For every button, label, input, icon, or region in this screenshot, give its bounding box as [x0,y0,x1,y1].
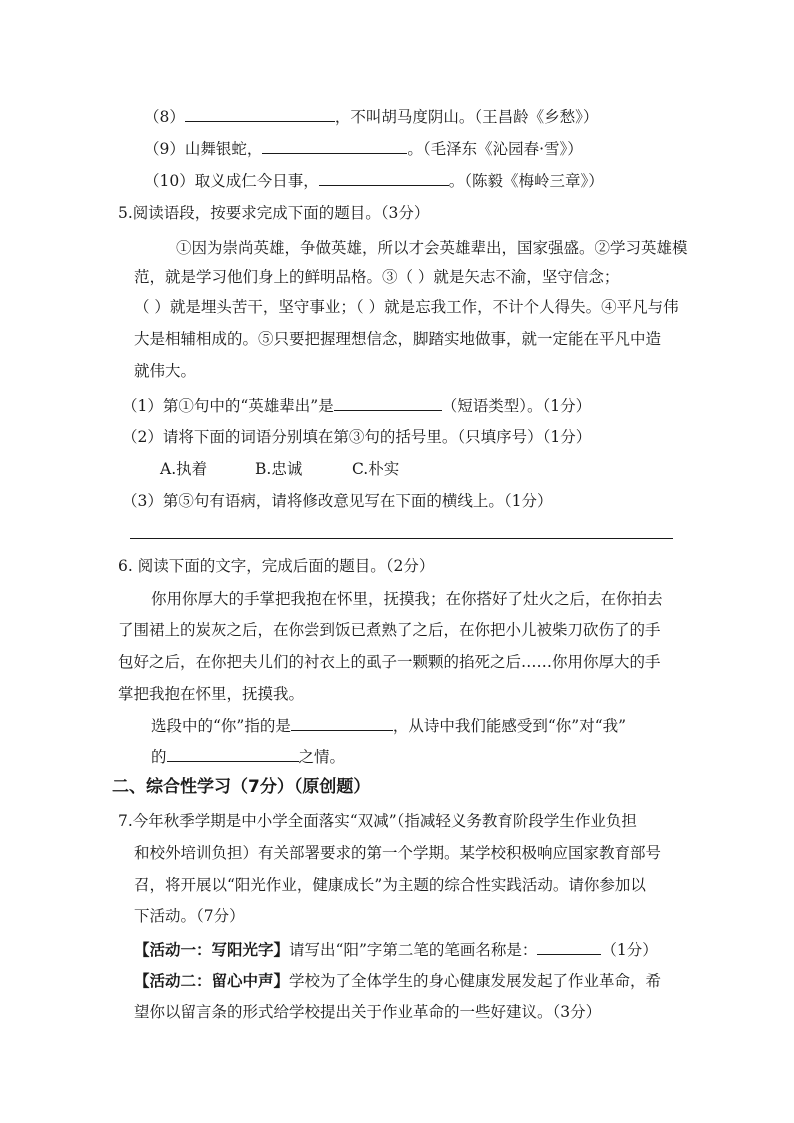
answer-blank[interactable] [537,939,601,955]
activity-2-cont: 望你以留言条的形式给学校提出关于作业革命的一些好建议。（3分） [134,1003,602,1021]
option-b: B.忠诚 [255,460,303,478]
answer-blank[interactable] [319,170,449,186]
answer-blank[interactable] [185,106,335,122]
q5-title: 5.阅读语段，按要求完成下面的题目。（3分） [118,204,430,222]
q5-options [160,459,399,479]
activity-1: 【活动一：写阳光字】请写出“阳”字第二笔的笔画名称是： （1分） [134,941,658,959]
q5-passage-line: 大是相辅相成的。⑤只要把握理想信念，脚踏实地做事，就一定能在平凡中造 [134,330,662,348]
option-a: A.执着 [160,460,208,478]
q4-item9: （9）山舞银蛇， 。（毛泽东《沁园春·雪》） [144,140,583,158]
q6-passage-line: 包好之后，在你把夫儿们的衬衣上的虱子一颗颗的掐死之后……你用你厚大的手 [118,653,661,671]
q5-sub1: （1）第①句中的“英雄辈出”是 （短语类型）。（1分） [122,397,592,415]
answer-blank[interactable] [291,715,393,731]
q6-passage-line: 你用你厚大的手掌把我抱在怀里，抚摸我；在你搭好了灶火之后，在你拍去 [151,590,663,608]
activity-2: 【活动二：留心中声】学校为了全体学生的身心健康发展发起了作业革命，希 [134,972,662,990]
q5-sub3: （3）第⑤句有语病，请将修改意见写在下面的横线上。（1分） [122,492,553,510]
q6-passage-line: 了围裙上的炭灰之后，在你尝到饭已煮熟了之后，在你把小儿被柴刀砍伤了的手 [118,621,661,639]
q6-question-cont: 的 之情。 [151,748,346,766]
q4-item8: （8） ，不叫胡马度阴山。（王昌龄《乡愁》） [144,108,599,126]
activity-1-label: 【活动一：写阳光字】 [134,941,290,959]
answer-blank[interactable] [167,746,299,762]
q5-sub2: （2）请将下面的词语分别填在第③句的括号里。（只填序号）（1分） [122,428,592,446]
q4-item10: （10）取义成仁今日事， 。（陈毅《梅岭三章》） [144,172,604,190]
answer-blank[interactable] [262,138,407,154]
q6-title: 6. 阅读下面的文字，完成后面的题目。（2分） [118,557,435,575]
q5-passage-line: （ ）就是埋头苦干，坚守事业；（ ）就是忘我工作，不计个人得失。④平凡与伟 [134,298,679,316]
q5-passage-line: 就伟大。 [134,362,197,380]
answer-line[interactable] [130,538,673,539]
q7-line: 7.今年秋季学期是中小学全面落实“双减”（指减轻义务教育阶段学生作业负担 [118,812,637,830]
answer-blank[interactable] [334,395,442,411]
activity-2-label: 【活动二：留心中声】 [134,972,290,990]
q5-passage-line: 范，就是学习他们身上的鲜明品格。③（ ）就是矢志不渝，坚守信念； [134,268,620,286]
section-heading: 二、综合性学习（7分）（原创题） [112,777,371,797]
option-c: C.朴实 [352,460,400,478]
q6-passage-line: 掌把我抱在怀里，抚摸我。 [118,685,305,703]
q7-line: 下活动。（7分） [134,907,245,925]
q5-passage-line: ①因为崇尚英雄，争做英雄，所以才会英雄辈出，国家强盛。②学习英雄模 [176,239,688,257]
q7-line: 和校外培训负担）有关部署要求的第一个学期。某学校积极响应国家教育部号 [134,844,662,862]
q6-question: 选段中的“你”指的是 ，从诗中我们能感受到“你”对“我” [151,717,627,735]
q7-line: 召，将开展以“阳光作业，健康成长”为主题的综合性实践活动。请你参加以 [134,876,646,894]
